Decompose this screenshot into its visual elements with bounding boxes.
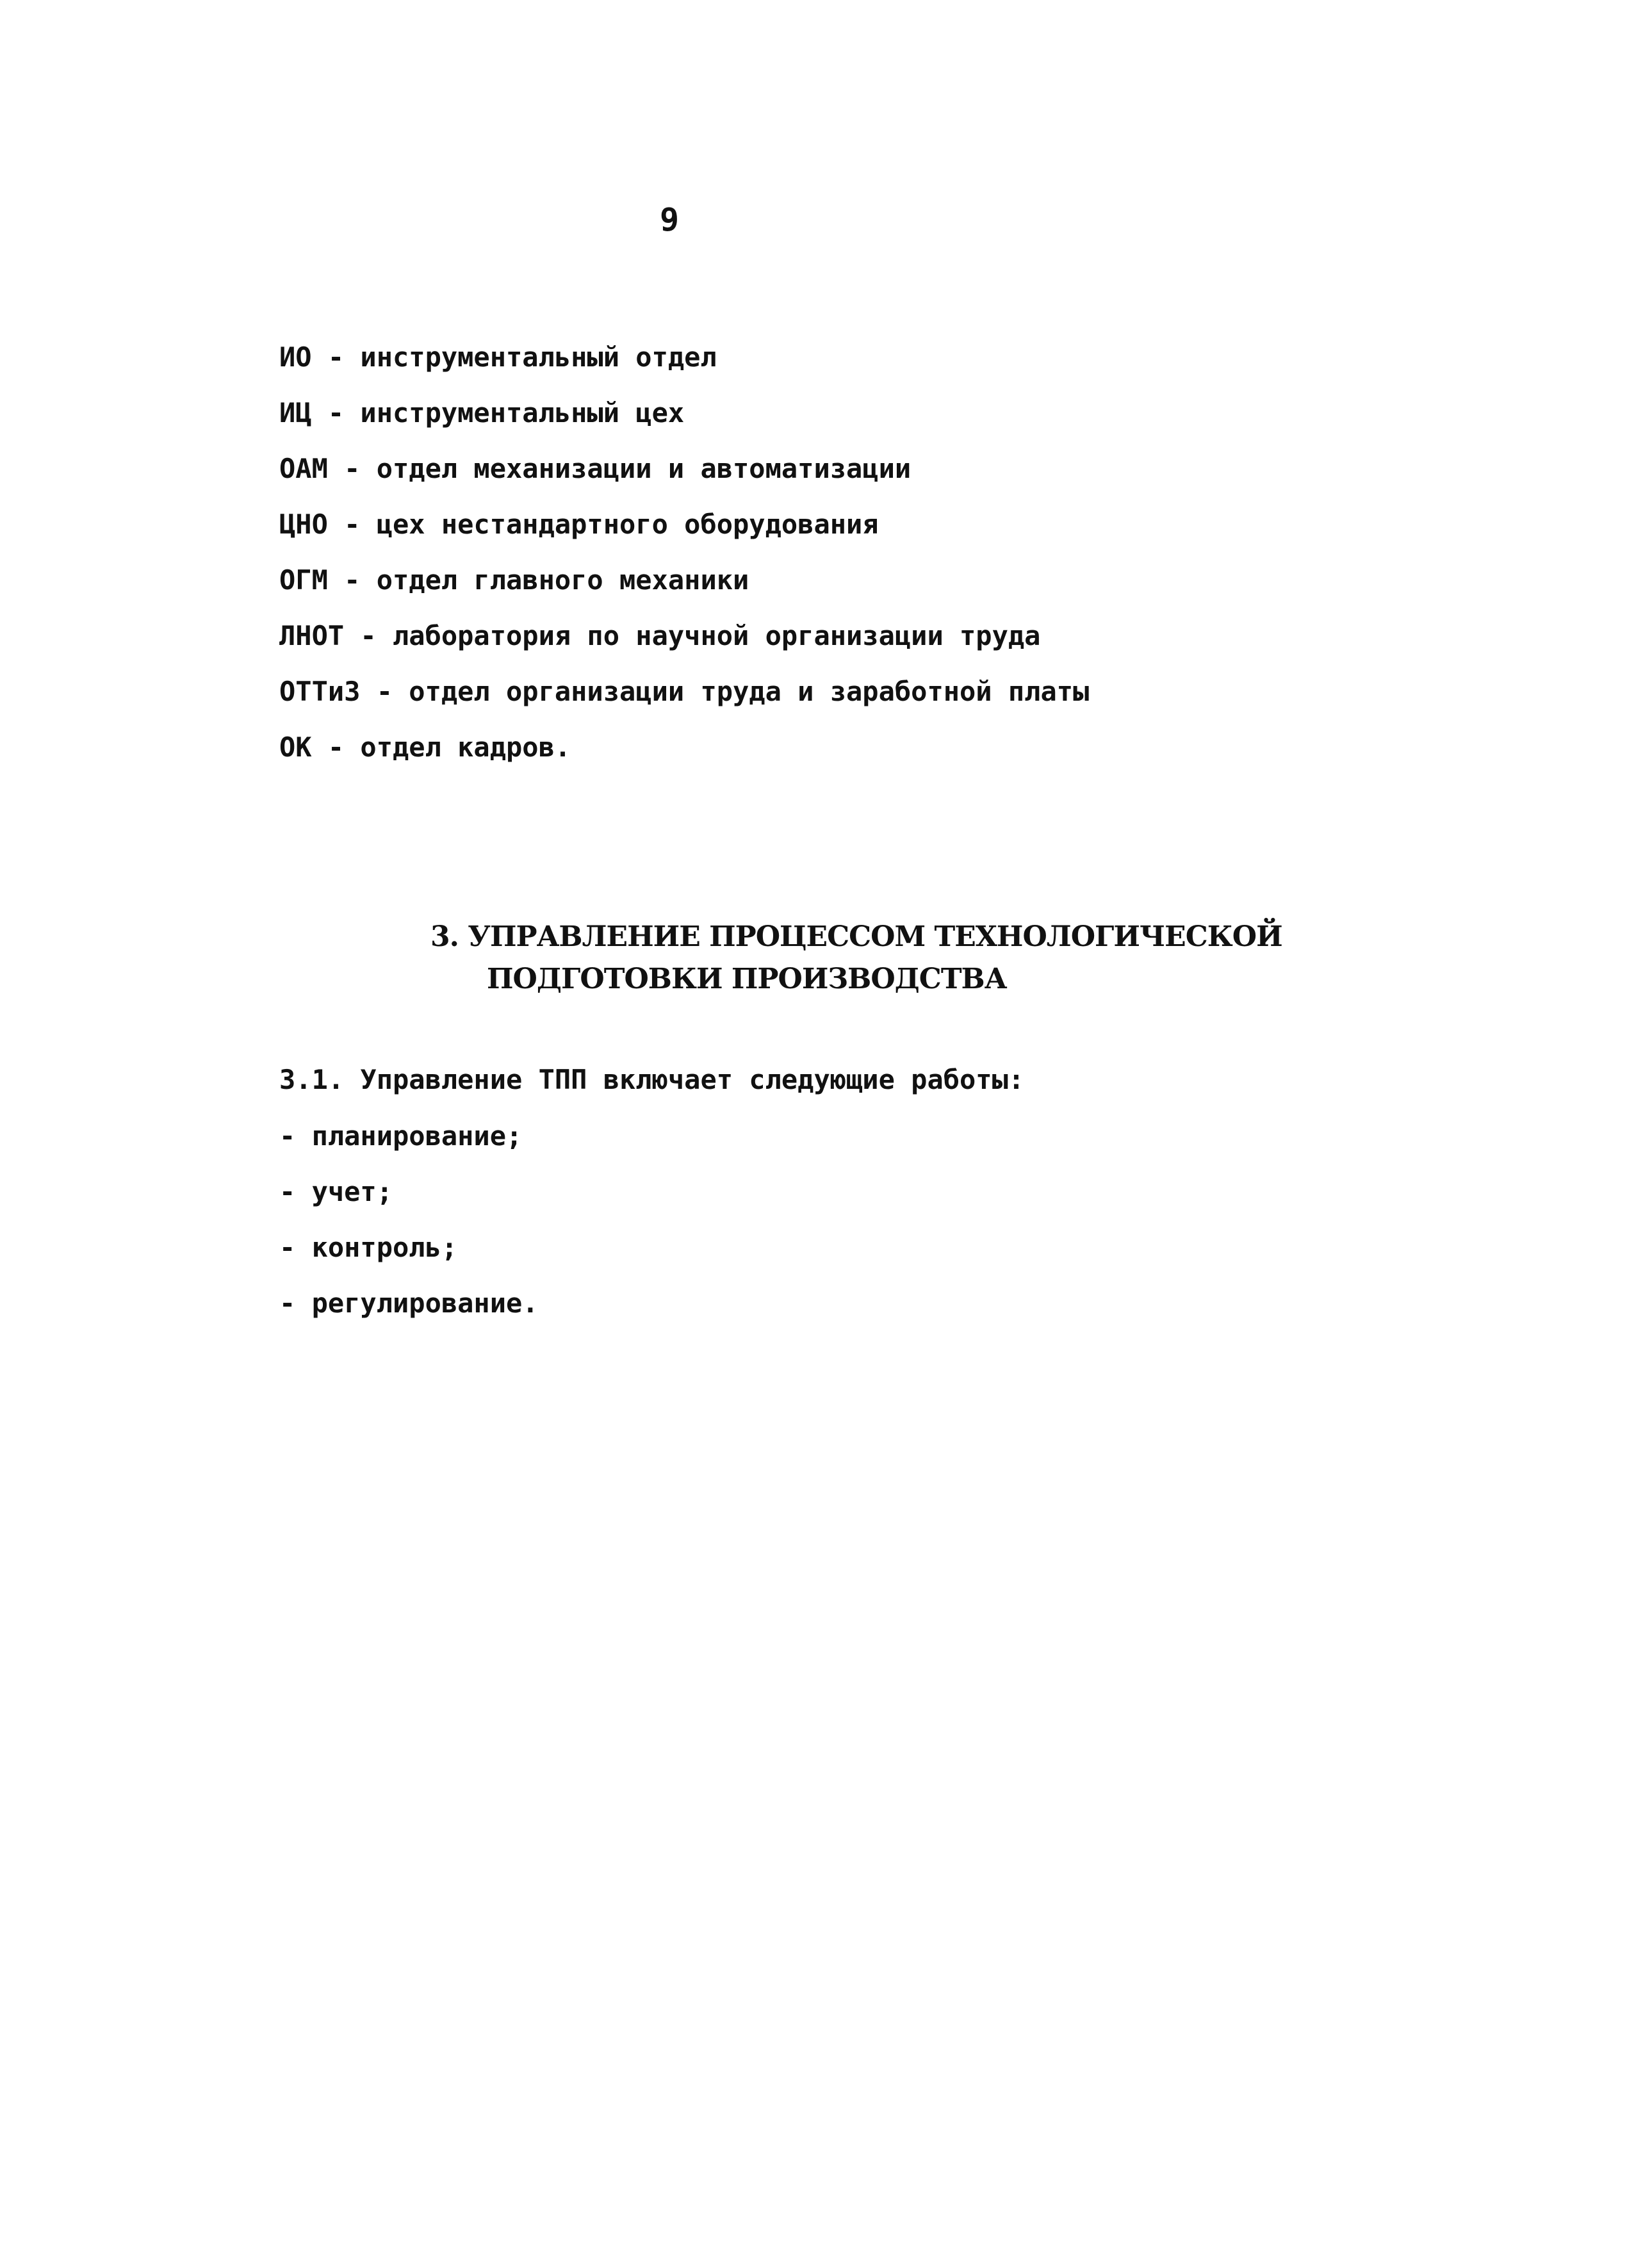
abbreviation-list (279, 338, 1089, 784)
abbreviation-item: ОК - отдел кадров. (279, 731, 571, 763)
section-heading-line-1: 3. УПРАВЛЕНИЕ ПРОЦЕССОМ ТЕХНОЛОГИЧЕСКОЙ (430, 920, 1282, 953)
abbreviation-item: ИО - инструментальный отдел (279, 341, 717, 373)
work-list-item: - учет; (279, 1176, 393, 1207)
work-list-item: - регулирование. (279, 1287, 539, 1319)
section-paragraph: 3.1. Управление ТПП включает следующие работы: (279, 1064, 1025, 1095)
work-list (279, 1117, 539, 1340)
work-list-item: - контроль; (279, 1232, 458, 1263)
abbreviation-item: ОГМ - отдел главного механики (279, 564, 749, 596)
section-heading (430, 916, 1282, 1000)
page-number: 9 (660, 201, 680, 238)
abbreviation-item: ИЦ - инструментальный цех (279, 397, 685, 428)
work-list-item: - планирование; (279, 1120, 523, 1152)
section-heading-line-2: ПОДГОТОВКИ ПРОИЗВОДСТВА (487, 963, 1007, 995)
abbreviation-item: ЛНОТ - лаборатория по научной организации труда (279, 620, 1041, 651)
abbreviation-item: ОАМ - отдел механизации и автоматизации (279, 453, 912, 484)
abbreviation-item: ЦНО - цех нестандартного оборудования (279, 509, 879, 540)
abbreviation-item: ОТТиЗ - отдел организации труда и заработной платы (279, 676, 1090, 707)
